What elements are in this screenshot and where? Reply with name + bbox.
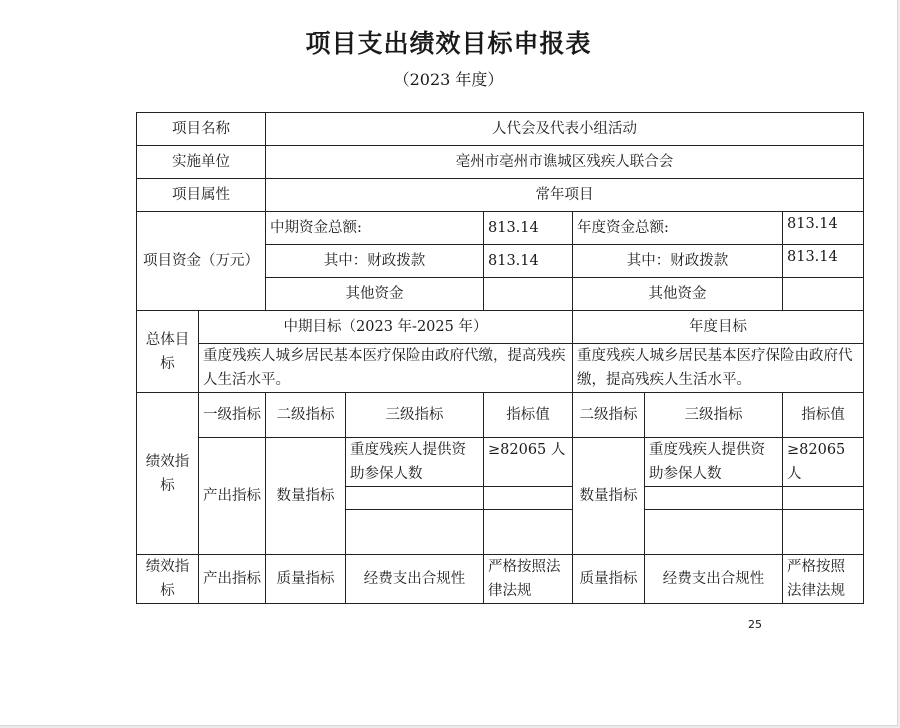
mid-goal-header: 中期目标（2023 年-2025 年） — [199, 311, 573, 344]
year-level3-empty — [645, 487, 783, 510]
project-name-label: 项目名称 — [137, 113, 266, 146]
header-level1: 一级指标 — [199, 393, 266, 438]
mid-value-insured: ≥82065 人 — [484, 438, 573, 487]
mid-level3-compliance: 经费支出合规性 — [346, 555, 484, 604]
overall-goals-label: 总体目标 — [137, 311, 199, 393]
year-other-value — [783, 278, 864, 311]
header-level3: 三级指标 — [346, 393, 484, 438]
mid-fiscal-label: 其中：财政拨款 — [266, 245, 484, 278]
mid-total-label: 中期资金总额: — [266, 212, 484, 245]
year-level2-quantity: 数量指标 — [573, 438, 645, 555]
year-goal-text: 重度残疾人城乡居民基本医疗保险由政府代缴，提高残疾人生活水平。 — [573, 344, 864, 393]
page-title: 项目支出绩效目标申报表 — [305, 29, 592, 58]
year-level3-compliance: 经费支出合规性 — [645, 555, 783, 604]
header-value: 指标值 — [484, 393, 573, 438]
mid-level3-insured: 重度残疾人提供资助参保人数 — [346, 438, 484, 487]
year-fiscal-value: 813.14 — [783, 245, 864, 278]
year-total-value: 813.14 — [783, 212, 864, 245]
header-year-level3: 三级指标 — [645, 393, 783, 438]
mid-other-value — [484, 278, 573, 311]
project-attr-value: 常年项目 — [266, 179, 864, 212]
header-level2: 二级指标 — [266, 393, 346, 438]
unit-value: 亳州市亳州市谯城区残疾人联合会 — [266, 146, 864, 179]
year-value-insured: ≥82065 人 — [783, 438, 864, 487]
year-level3-empty-2 — [645, 510, 783, 555]
year-goal-header: 年度目标 — [573, 311, 864, 344]
page-subtitle: （2023 年度） — [393, 70, 504, 89]
mid-total-value: 813.14 — [484, 212, 573, 245]
year-level3-insured: 重度残疾人提供资助参保人数 — [645, 438, 783, 487]
funds-label: 项目资金（万元） — [137, 212, 266, 311]
year-other-label: 其他资金 — [573, 278, 783, 311]
unit-label: 实施单位 — [137, 146, 266, 179]
project-name-value: 人代会及代表小组活动 — [266, 113, 864, 146]
year-total-label: 年度资金总额: — [573, 212, 783, 245]
indicators-label-continued: 绩效指标 — [137, 555, 199, 604]
header-year-level2: 二级指标 — [573, 393, 645, 438]
project-attr-label: 项目属性 — [137, 179, 266, 212]
year-value-empty-2 — [783, 510, 864, 555]
year-value-empty — [783, 487, 864, 510]
header-year-value: 指标值 — [783, 393, 864, 438]
mid-level2-quality: 质量指标 — [266, 555, 346, 604]
mid-level3-empty — [346, 487, 484, 510]
mid-other-label: 其他资金 — [266, 278, 484, 311]
mid-level2-quantity: 数量指标 — [266, 438, 346, 555]
level1-output: 产出指标 — [199, 438, 266, 555]
year-level2-quality: 质量指标 — [573, 555, 645, 604]
mid-fiscal-value: 813.14 — [484, 245, 573, 278]
mid-value-empty-2 — [484, 510, 573, 555]
page-number: 25 — [748, 618, 762, 631]
year-fiscal-label: 其中：财政拨款 — [573, 245, 783, 278]
mid-level3-empty-2 — [346, 510, 484, 555]
level1-output-quality: 产出指标 — [199, 555, 266, 604]
mid-value-compliance: 严格按照法律法规 — [484, 555, 573, 604]
mid-value-empty — [484, 487, 573, 510]
indicators-label: 绩效指标 — [137, 393, 199, 555]
goal-declaration-table — [136, 112, 864, 604]
mid-goal-text: 重度残疾人城乡居民基本医疗保险由政府代缴，提高残疾人生活水平。 — [199, 344, 573, 393]
year-value-compliance: 严格按照法律法规 — [783, 555, 864, 604]
